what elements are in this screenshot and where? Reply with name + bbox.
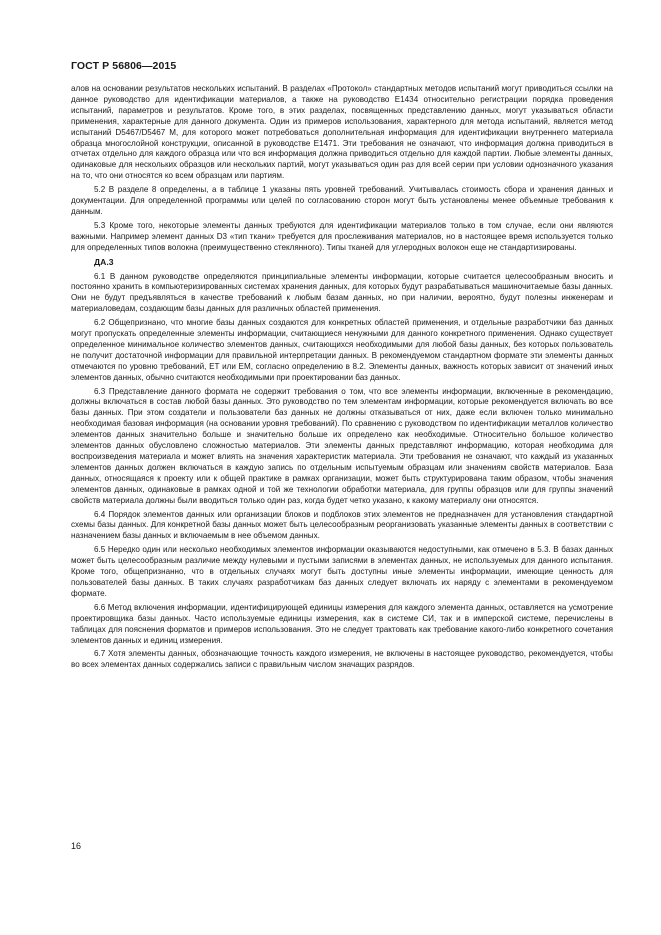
paragraph-6-4: 6.4 Порядок элементов данных или организации блоков и подблоков этих элементов не предназначен для установления стандартной схемы базы данных. Для конкретной базы данных может быть целесообразным реорганизовать указанные элементы данных в соответствии с назначением базы данных и включаемым в нее объемом данных. [71, 509, 613, 541]
paragraph-continuation: алов на основании результатов нескольких испытаний. В разделах «Протокол» стандартных методов испытаний могут приводиться ссылки на данное руководство для идентификации материалов, а также на руководство E1434 относительно регистрации порядка проведения испытаний, параметров и результатов. Кроме того, в этих разделах, посвященных представлению данных, могут указываться области применения, характерные для данного документа. Один из примеров использования, характерного для метода испытаний, является метод испытаний D5467/D5467 M, для которого может потребоваться дополнительная информация для идентификации внутреннего материала образца многослойной конструкции, описанной в руководстве E1471. Эти требования не означают, что информация должна приводиться в отчетах отдельно для каждого образца или что вся информация должна приводиться отдельно для каждой партии. Любые элементы данных, одинаковые для нескольких образцов или нескольких партий, могут указываться один раз для всей серии при условии однозначного указания на то, что они относятся ко всем образцам или партиям. [71, 84, 613, 181]
paragraph-5-2: 5.2 В разделе 8 определены, а в таблице 1 указаны пять уровней требований. Учитывалась стоимость сбора и хранения данных и документации. Для определенной программы или целей по согласованию сторон могут быть установлены менее объемные требования к данным. [71, 185, 613, 216]
standard-code-header: ГОСТ Р 56806—2015 [71, 60, 177, 72]
paragraph-6-1: 6.1 В данном руководстве определяются принципиальные элементы информации, которые считается целесообразным вносить и постоянно хранить в компьютеризированных системах хранения данных, для которых будут разрабатываться машиночитаемые базы данных. Они не будут предъявляться в качестве требований к любым базам данных, но при наличии, вероятно, будут полезны инженерам и материаловедам, создающим базы данных для различных областей применения. [71, 271, 613, 314]
page-body [71, 84, 613, 674]
paragraph-5-3: 5.3 Кроме того, некоторые элементы данных требуются для идентификации материалов только в том случае, если они являются важными. Например элемент данных D3 «тип ткани» требуется для прослеживания материалов, но в настоящее время используется только для определенных типов волокна (преимущественно стеклянного). Типы тканей для углеродных волокон еще не стандартизированы. [71, 220, 613, 252]
page-number: 16 [71, 841, 82, 851]
paragraph-6-7: 6.7 Хотя элементы данных, обозначающие точность каждого измерения, не включены в настоящее руководство, рекомендуется, чтобы во всех элементах данных содержались записи с правильным числом значащих разрядов. [71, 649, 613, 670]
paragraph-6-5: 6.5 Нередко один или несколько необходимых элементов информации оказываются недоступными, как отмечено в 5.3. В базах данных может быть целесообразным различие между нулевыми и пустыми записями в элементах данных, не используемых для данного испытания. Кроме того, общепризнанно, что в отдельных случаях могут быть доступны иные элементы информации, имеющие ценность для пользователей базы данных. В таких случаях разработчикам баз данных следует включать их наряду с элементами в рекомендуемом формате. [71, 545, 613, 598]
paragraph-6-2: 6.2 Общепризнано, что многие базы данных создаются для конкретных областей применения, и отдельные разработчики баз данных могут пропускать определенные элементы информации, считающиеся ненужными для данного конкретного применения. Однако существует определенное минимальное количество элементов данных, считающихся необходимыми для любой базы данных, без которых пользователь не получит достаточной информации для правильной интерпретации данных. В рекомендуемом стандартном формате эти элементы данных отмечаются по уровню требований, ЕТ или ЕМ, согласно определению в 8.2. Элементы данных, важность которых зависит от значений иных элементов данных, обычно считаются необходимыми при проектировании баз данных. [71, 318, 613, 382]
section-heading: ДА.3 [94, 256, 114, 267]
paragraph-6-3: 6.3 Представление данного формата не содержит требования о том, что все элементы информации, включенные в рекомендацию, должны включаться в состав любой базы данных. Это руководство по тем элементам информации, которые рекомендуется включать во все базы данных. При этом создатели и пользователи баз данных не должны отказываться от них, даже если включен только минимально необходимая базовая информация (на основании уровня требований). По сравнению с руководством по идентификации металлов количество элементов данных значительно больше и значительно больше их определено как необходимые. Относительно большое количество элементов данных обусловлено сложностью материалов. Эти элементы данных представляют информацию, которая необходима для воспроизведения материала и может влиять на значения характеристик материала. Эти требования не означают, что каждый из указанных элементов данных должен включаться в каждую запись по отдельным испытуемым образцам или значениям свойств материалов. База данных, относящаяся к проекту или к общей практике в рамках организации, может быть структурирована таким образом, чтобы значения элементов данных, одинаковые в рамках одной и той же технологии обработки материала, для группы образцов или для группы значений свойств материала должны были вводиться только один раз, когда будет четко указано, к какому материалу они относятся. [71, 386, 613, 505]
paragraph-6-6: 6.6 Метод включения информации, идентифицирующей единицы измерения для каждого элемента данных, оставляется на усмотрение проектировщика базы данных. Часто используемые единицы измерения, как в системе СИ, так и в имперской системе, перечислены в таблицах для пояснения форматов и примеров использования. Это не следует трактовать как требование какого-либо конкретного сочетания элементов данных и единиц измерения. [71, 602, 613, 645]
